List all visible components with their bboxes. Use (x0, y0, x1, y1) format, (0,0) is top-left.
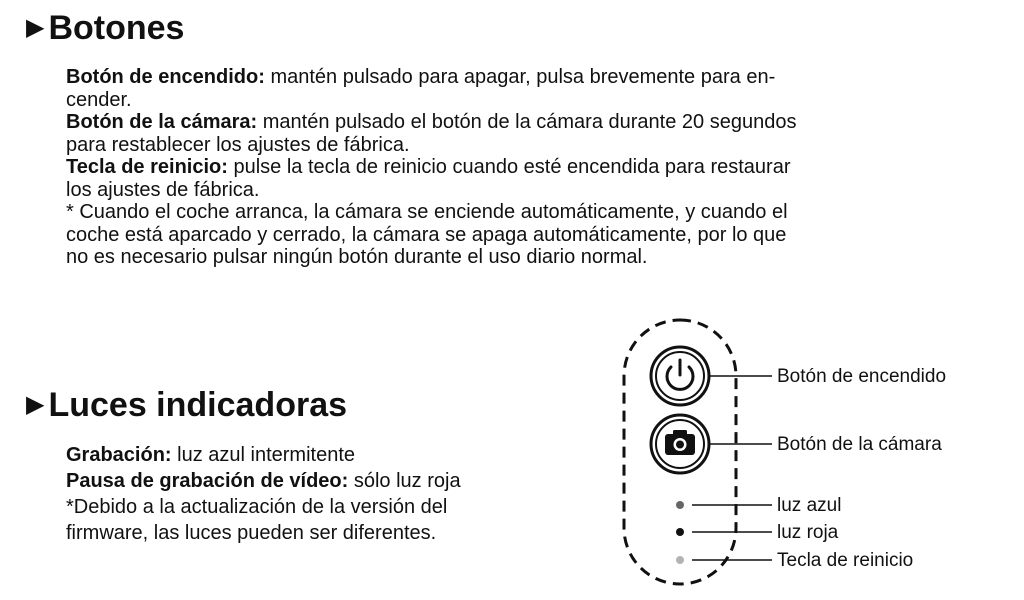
triangle-bullet-icon: ▶ (26, 14, 45, 41)
botones-line-label: Botón de la cámara: (66, 111, 258, 133)
luces-title-text: Luces indicadoras (48, 386, 348, 424)
luces-line-label: Pausa de grabación de vídeo: (66, 470, 349, 492)
section-title-botones (26, 8, 184, 48)
luces-note-line: firmware, las luces pueden ser diferentes. (66, 522, 437, 544)
device-diagram (600, 318, 1010, 588)
luces-line-label: Grabación: (66, 444, 172, 466)
botones-line-text: mantén pulsado para apagar, pulsa brevemente para en- (264, 66, 776, 88)
blue-light-dot (676, 501, 684, 509)
botones-line-text: pulse la tecla de reinicio cuando esté encendida para restaurar (227, 156, 791, 178)
callout-label-blue-light: luz azul (777, 495, 842, 516)
botones-line (66, 66, 996, 89)
luces-note-line: *Debido a la actualización de la versión del (66, 496, 448, 518)
section-title-luces (26, 385, 347, 425)
botones-line-label: Tecla de reinicio: (66, 156, 228, 178)
botones-line (66, 89, 996, 112)
botones-line-text: para restablecer los ajustes de fábrica. (66, 133, 410, 156)
botones-line-text: cender. (66, 88, 132, 111)
botones-note-line: coche está aparcado y cerrado, la cámara se apaga automáticamente, por lo que (66, 223, 787, 246)
luces-line (66, 442, 586, 468)
luces-line-text: luz azul intermitente (171, 444, 355, 466)
callout-label-camera: Botón de la cámara (777, 434, 942, 455)
botones-note-line: no es necesario pulsar ningún botón durante el uso diario normal. (66, 246, 648, 268)
triangle-bullet-icon: ▶ (26, 391, 45, 418)
botones-line-label: Botón de encendido: (66, 66, 265, 88)
red-light-dot (676, 528, 684, 536)
camera-button-icon (651, 415, 709, 473)
luces-line (66, 468, 586, 494)
callout-label-reset: Tecla de reinicio (777, 550, 914, 571)
botones-line-text: mantén pulsado el botón de la cámara durante 20 segundos (257, 111, 797, 133)
luces-line-text: sólo luz roja (348, 470, 461, 492)
callout-label-red-light: luz roja (777, 522, 839, 543)
luces-description (66, 442, 586, 546)
botones-line (66, 156, 996, 179)
botones-description (66, 66, 996, 269)
reset-key-dot (676, 556, 684, 564)
botones-line (66, 111, 996, 134)
power-button-icon (651, 347, 709, 405)
botones-line (66, 134, 996, 157)
callout-label-power: Botón de encendido (777, 366, 947, 387)
botones-line-text: los ajustes de fábrica. (66, 178, 260, 201)
botones-note-line: * Cuando el coche arranca, la cámara se enciende automáticamente, y cuando el (66, 201, 788, 223)
botones-title-text: Botones (48, 9, 185, 47)
botones-line (66, 179, 996, 202)
